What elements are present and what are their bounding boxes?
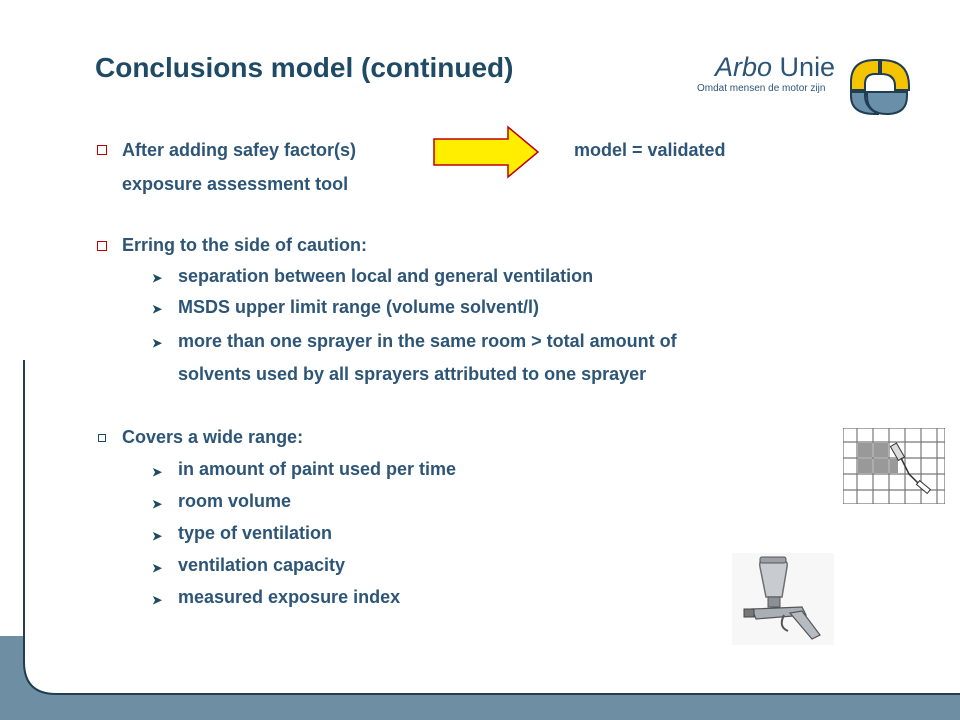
- list-item-continued: solvents used by all sprayers attributed to one sprayer: [178, 364, 647, 384]
- list-item: ventilation capacity: [178, 555, 346, 575]
- list-item: room volume: [178, 491, 292, 511]
- chevron-bullet-icon: ➤: [152, 302, 163, 316]
- chevron-bullet-icon: ➤: [152, 561, 163, 575]
- list-item: type of ventilation: [178, 523, 333, 543]
- chevron-bullet-icon: ➤: [152, 271, 163, 285]
- list-item: separation between local and general ventilation: [178, 266, 594, 286]
- yellow-arrow-icon: [432, 125, 542, 179]
- chevron-bullet-icon: ➤: [152, 336, 163, 350]
- spray-gun-icon: [732, 553, 834, 645]
- section-heading-range: Covers a wide range:: [122, 427, 304, 447]
- list-item: MSDS upper limit range (volume solvent/l): [178, 297, 540, 317]
- chevron-bullet-icon: ➤: [152, 593, 163, 607]
- section-heading-caution: Erring to the side of caution:: [122, 235, 368, 255]
- list-item: more than one sprayer in the same room > total amount of: [178, 331, 677, 351]
- chevron-bullet-icon: ➤: [152, 529, 163, 543]
- conclusion-line-1-right: model = validated: [574, 140, 726, 160]
- red-square-bullet-icon: [97, 241, 107, 251]
- list-item: measured exposure index: [178, 587, 401, 607]
- list-item: in amount of paint used per time: [178, 459, 457, 479]
- page-title: Conclusions model (continued): [95, 52, 514, 83]
- tiles-with-paint-roller-icon: [843, 428, 945, 504]
- red-square-bullet-icon: [97, 145, 107, 155]
- conclusion-line-1-left: After adding safey factor(s): [122, 140, 357, 160]
- logo-mark-icon: [845, 56, 915, 116]
- logo-tagline: Omdat mensen de motor zijn: [697, 83, 826, 94]
- chevron-bullet-icon: ➤: [152, 465, 163, 479]
- conclusion-line-2: exposure assessment tool: [122, 174, 349, 194]
- blue-square-bullet-icon: [98, 434, 106, 442]
- arbo-unie-logo: [695, 52, 925, 118]
- chevron-bullet-icon: ➤: [152, 497, 163, 511]
- logo-brand: Arbo Unie: [715, 52, 836, 82]
